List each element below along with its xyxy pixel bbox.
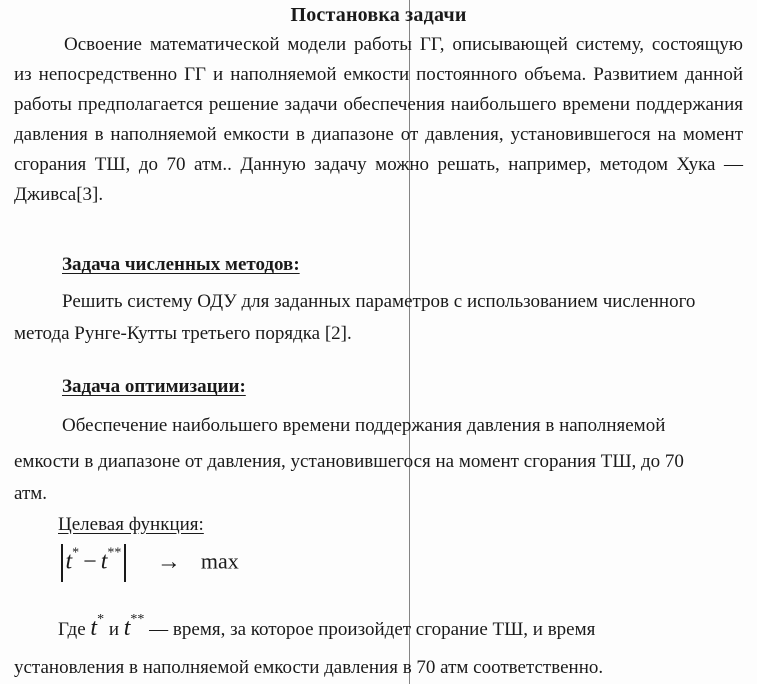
optimization-line-3: атм. <box>14 483 48 504</box>
optimization-line-1: Обеспечение наибольшего времени поддержания давления в наполняемой <box>62 415 666 436</box>
where-line-1 <box>58 612 595 642</box>
intro-paragraph: Освоение математической модели работы ГГ, описывающей систему, состоящую из непосредственно ГГ и наполняемой емкости постоянного объема. Развитием данной работы предполагается решение задачи обеспечения наибольшего времени поддержания давления в наполняемой емкости в диапазоне от давления, установившегося на момент сгорания ТШ, до 70 атм.. Данную задачу можно решать, например, методом Хука — Дживса[3]. <box>14 34 743 205</box>
formula-t-star: t <box>65 548 73 575</box>
optimization-heading: Задача оптимизации: <box>62 376 246 397</box>
objective-formula <box>58 544 239 590</box>
optimization-line-2: емкости в диапазоне от давления, установившегося на момент сгорания ТШ, до 70 <box>14 451 684 472</box>
objective-function-label: Целевая функция: <box>58 514 204 535</box>
where-rest: — время, за которое произойдет сгорание ТШ, и время <box>149 619 596 640</box>
formula-t-double-star: t <box>100 548 108 575</box>
formula-minus: − <box>83 548 97 575</box>
abs-bar-left <box>61 544 63 582</box>
numerical-methods-heading: Задача численных методов: <box>62 254 300 275</box>
formula-sup-star: * <box>72 545 80 561</box>
where-t-double-star: t <box>123 615 131 641</box>
where-t-star: t <box>90 615 98 641</box>
where-conj: и <box>108 619 119 640</box>
page-title: Постановка задачи <box>290 4 467 26</box>
where-line-2: установления в наполняемой емкости давления в 70 атм соответственно. <box>14 657 604 678</box>
formula-max: max <box>200 548 239 574</box>
formula-arrow: → <box>156 548 181 575</box>
abs-bar-right <box>124 544 126 582</box>
where-prefix: Где <box>58 619 86 640</box>
where-sup-double-star: ** <box>130 612 145 627</box>
numerical-methods-line-1: Решить систему ОДУ для заданных параметров с использованием численного <box>62 291 696 312</box>
numerical-methods-line-2: метода Рунге-Кутты третьего порядка [2]. <box>14 323 352 344</box>
formula-sup-double-star: ** <box>107 545 122 561</box>
where-sup-star: * <box>97 612 105 627</box>
